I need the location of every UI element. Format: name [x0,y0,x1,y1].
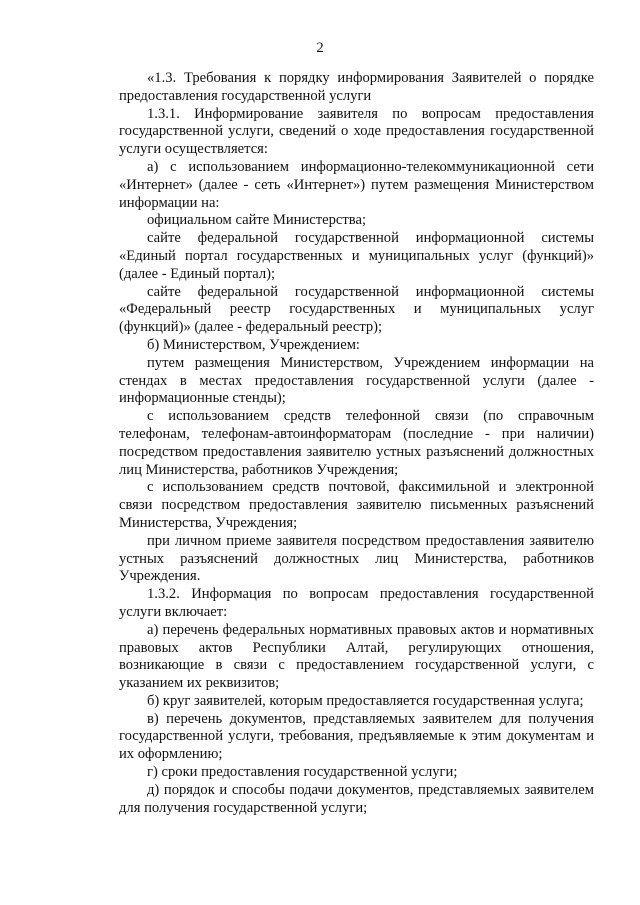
page-number: 2 [316,40,324,56]
paragraph: г) сроки предоставления государственной услуги; [147,764,458,781]
paragraph: официальном сайте Министерства; [147,212,367,229]
paragraph: б) круг заявителей, которым предоставляется государственная услуга; [147,692,584,709]
paragraph: в) перечень документов, представляемых заявителем для получения государственной услуги, требования, предъявляемые к этим документам и их оформлению; [119,710,594,763]
paragraph: а) перечень федеральных нормативных правовых актов и нормативных правовых актов Республики Алтай, регулирующих отношения, возникающие в связи с предоставлением государственной услуги, с указанием их реквизитов; [119,621,594,692]
section-heading: «1.3. Требования к порядку информирования Заявителей о порядке предоставления государственной услуги [119,70,594,104]
paragraph: сайте федеральной государственной информационной системы «Единый портал государственных и муниципальных услуг (функций)» (далее - Единый портал); [119,230,594,282]
paragraph: при личном приеме заявителя посредством предоставления заявителю устных разъяснений должностных лиц Министерства, работников Учреждения. [119,532,594,585]
paragraph: путем размещения Министерством, Учреждением информации на стендах в местах предоставления государственной услуги (далее - информационные стенды); [119,354,594,407]
paragraph: 1.3.2. Информация по вопросам предоставления государственной услуги включает: [119,586,594,620]
paragraph: д) порядок и способы подачи документов, представляемых заявителем для получения государственной услуги; [119,781,594,816]
paragraph: сайте федеральной государственной информационной системы «Федеральный реестр государственных и муниципальных услуг (функций)» (далее - федеральный реестр); [119,283,594,336]
paragraph: б) Министерством, Учреждением: [147,336,360,353]
paragraph: а) с использованием информационно-телекоммуникационной сети «Интернет» (далее - сеть «Интернет») путем размещения Министерством информации на: [119,158,594,211]
paragraph: 1.3.1. Информирование заявителя по вопросам предоставления государственной услуги, сведений о ходе предоставления государственной услуги осуществляется: [119,105,594,158]
document-body [119,70,594,817]
paragraph: с использованием средств почтовой, факсимильной и электронной связи посредством предоставления заявителю письменных разъяснений Министерства, Учреждения; [119,479,594,531]
paragraph: с использованием средств телефонной связи (по справочным телефонам, телефонам-автоинформаторам (последние - при наличии) посредством предоставления заявителю устных разъяснений должностных лиц Министерства, работников Учреждения; [119,408,594,478]
